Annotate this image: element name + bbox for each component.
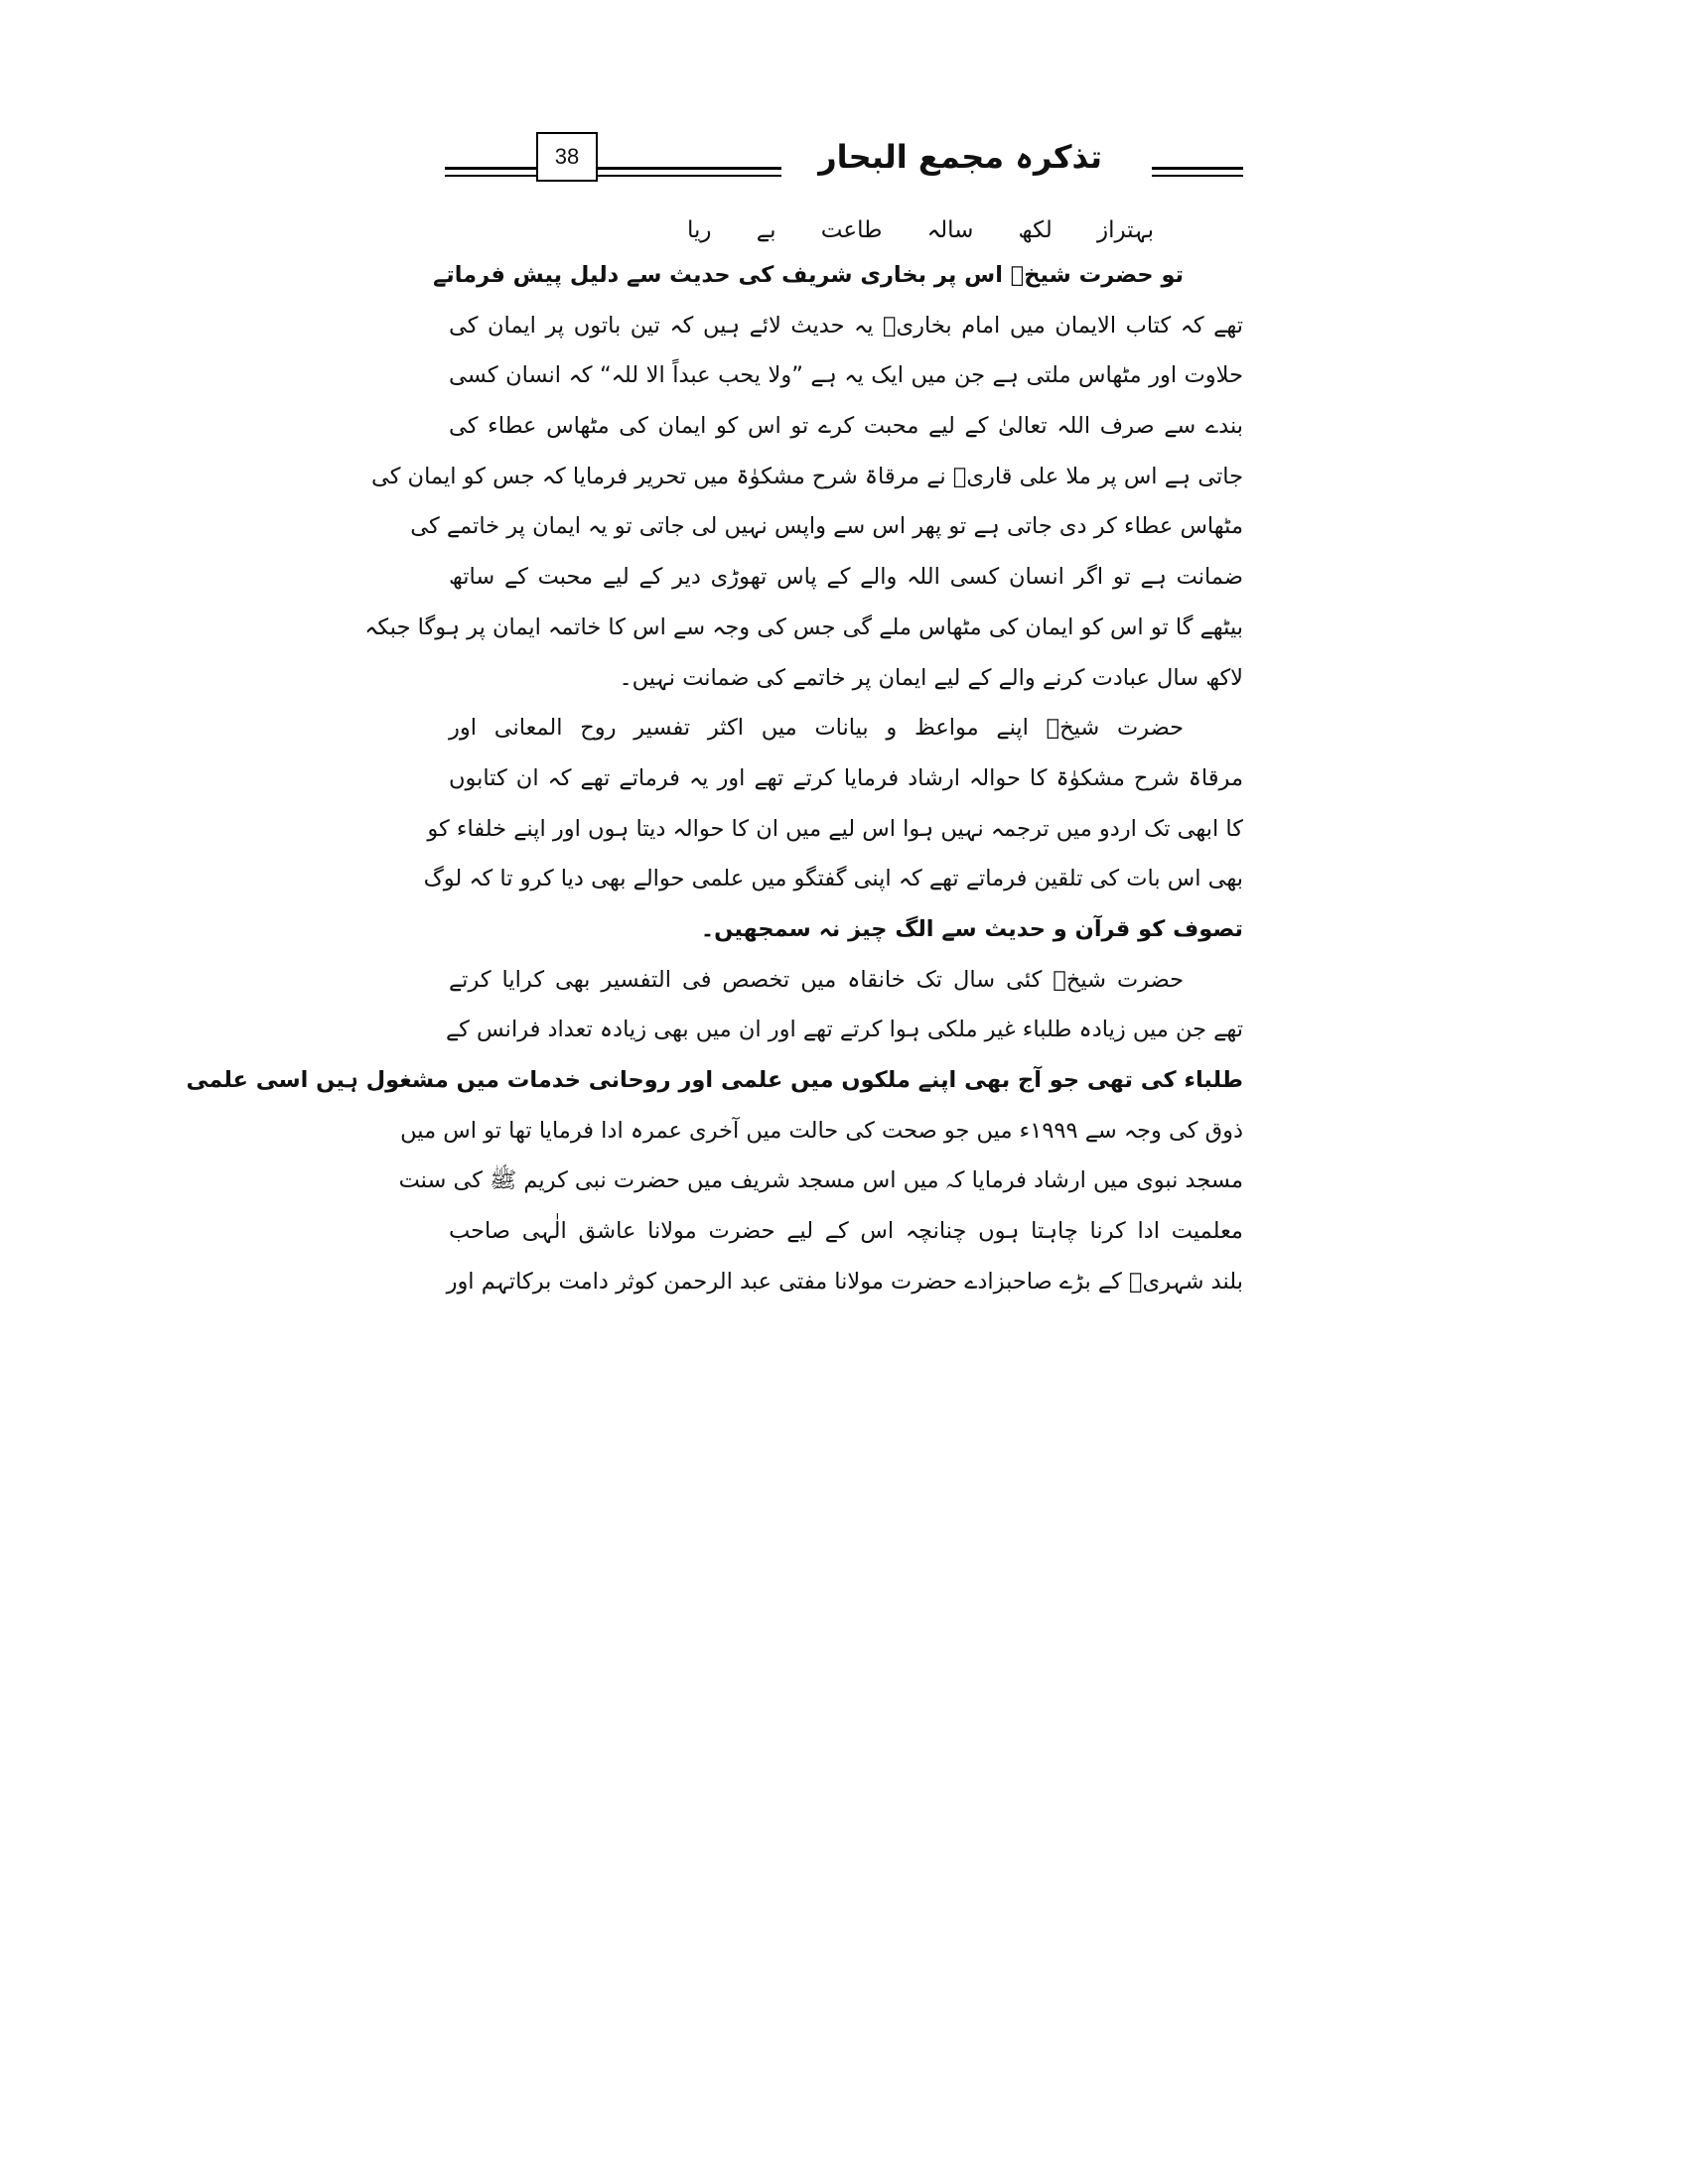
body-line: تھے کہ کتاب الایمان میں امام بخاریؒ یہ حدیث لائے ہیں کہ تین باتوں پر ایمان کی <box>449 312 1243 339</box>
body-line: طلباء کی تھی جو آج بھی اپنے ملکوں میں علمی اور روحانی خدمات میں مشغول ہیں اسی علمی <box>186 1067 1243 1093</box>
body-line: مٹھاس عطاء کر دی جاتی ہے تو پھر اس سے واپس نہیں لی جاتی تو یہ ایمان پر خاتمے کی <box>410 513 1243 540</box>
header-rule-middle-bottom <box>598 175 781 177</box>
body-line: ضمانت ہے تو اگر انسان کسی اللہ والے کے پاس تھوڑی دیر کے لیے محبت کے ساتھ <box>449 564 1243 591</box>
body-line: ذوق کی وجہ سے ۱۹۹۹ء میں جو صحت کی حالت میں آخری عمرہ ادا فرمایا تھا تو اس میں <box>400 1117 1243 1144</box>
header-rule-right-bottom <box>1152 175 1243 177</box>
header-rule-left-bottom <box>445 175 536 177</box>
body-line: معلمیت ادا کرنا چاہتا ہوں چنانچہ اس کے لیے حضرت مولانا عاشق الٰہی صاحب <box>449 1218 1243 1245</box>
header-rule-middle-top <box>598 167 781 170</box>
body-line: حضرت شیخؒ کئی سال تک خانقاہ میں تخصص فی التفسیر بھی کرایا کرتے <box>449 966 1184 993</box>
book-title: تذکرہ مجمع البحار <box>818 138 1102 176</box>
page-number: 38 <box>536 132 598 182</box>
body-line: تصوف کو قرآن و حدیث سے الگ چیز نہ سمجھیں۔ <box>700 915 1243 942</box>
body-line: جاتی ہے اس پر ملا علی قاریؒ نے مرقاۃ شرح مشکوٰۃ میں تحریر فرمایا کہ جس کو ایمان کی <box>370 463 1243 489</box>
body-line: بندے سے صرف اللہ تعالیٰ کے لیے محبت کرے تو اس کو ایمان کی مٹھاس عطاء کی <box>449 413 1243 440</box>
body-line: تو حضرت شیخؒ اس پر بخاری شریف کی حدیث سے دلیل پیش فرماتے <box>433 262 1184 288</box>
header-rule-left-top <box>445 167 536 170</box>
body-line: بھی اس بات کی تلقین فرماتے تھے کہ اپنی گفتگو میں علمی حوالے بھی دیا کرو تا کہ لوگ <box>423 866 1243 892</box>
body-line: حضرت شیخؒ اپنے مواعظ و بیانات میں اکثر تفسیر روح المعانی اور <box>449 715 1184 742</box>
body-line: مسجد نبوی میں ارشاد فرمایا کہ میں اس مسجد شریف میں حضرت نبی کریم ﷺ کی سنت <box>398 1167 1243 1194</box>
header-rule-right-top <box>1152 167 1243 170</box>
body-line: مرقاۃ شرح مشکوٰۃ کا حوالہ ارشاد فرمایا کرتے تھے اور یہ فرماتے تھے کہ ان کتابوں <box>449 764 1243 791</box>
body-line: تھے جن میں زیادہ طلباء غیر ملکی ہوا کرتے تھے اور ان میں بھی زیادہ تعداد فرانس کے <box>445 1017 1243 1043</box>
body-line: کا ابھی تک اردو میں ترجمہ نہیں ہوا اس لیے میں ان کا حوالہ دیتا ہوں اور اپنے خلفاء کو <box>427 815 1243 842</box>
body-line: حلاوت اور مٹھاس ملتی ہے جن میں ایک یہ ہے ”ولا یحب عبداً الا للہ“ کہ انسان کسی <box>449 362 1243 389</box>
page-body <box>186 210 1243 1306</box>
body-line: بیٹھے گا تو اس کو ایمان کی مٹھاس ملے گی جس کی وجہ سے اس کا خاتمہ ایمان پر ہوگا جبکہ <box>364 614 1243 640</box>
body-line: بلند شہریؒ کے بڑے صاحبزادے حضرت مولانا مفتی عبد الرحمن کوثر دامت برکاتہم اور <box>446 1268 1243 1295</box>
verse-line: بہتراز لکھ سالہ طاعت بے ریا <box>687 217 1154 243</box>
body-line: لاکھ سال عبادت کرنے والے کے لیے ایمان پر خاتمے کی ضمانت نہیں۔ <box>619 664 1243 691</box>
